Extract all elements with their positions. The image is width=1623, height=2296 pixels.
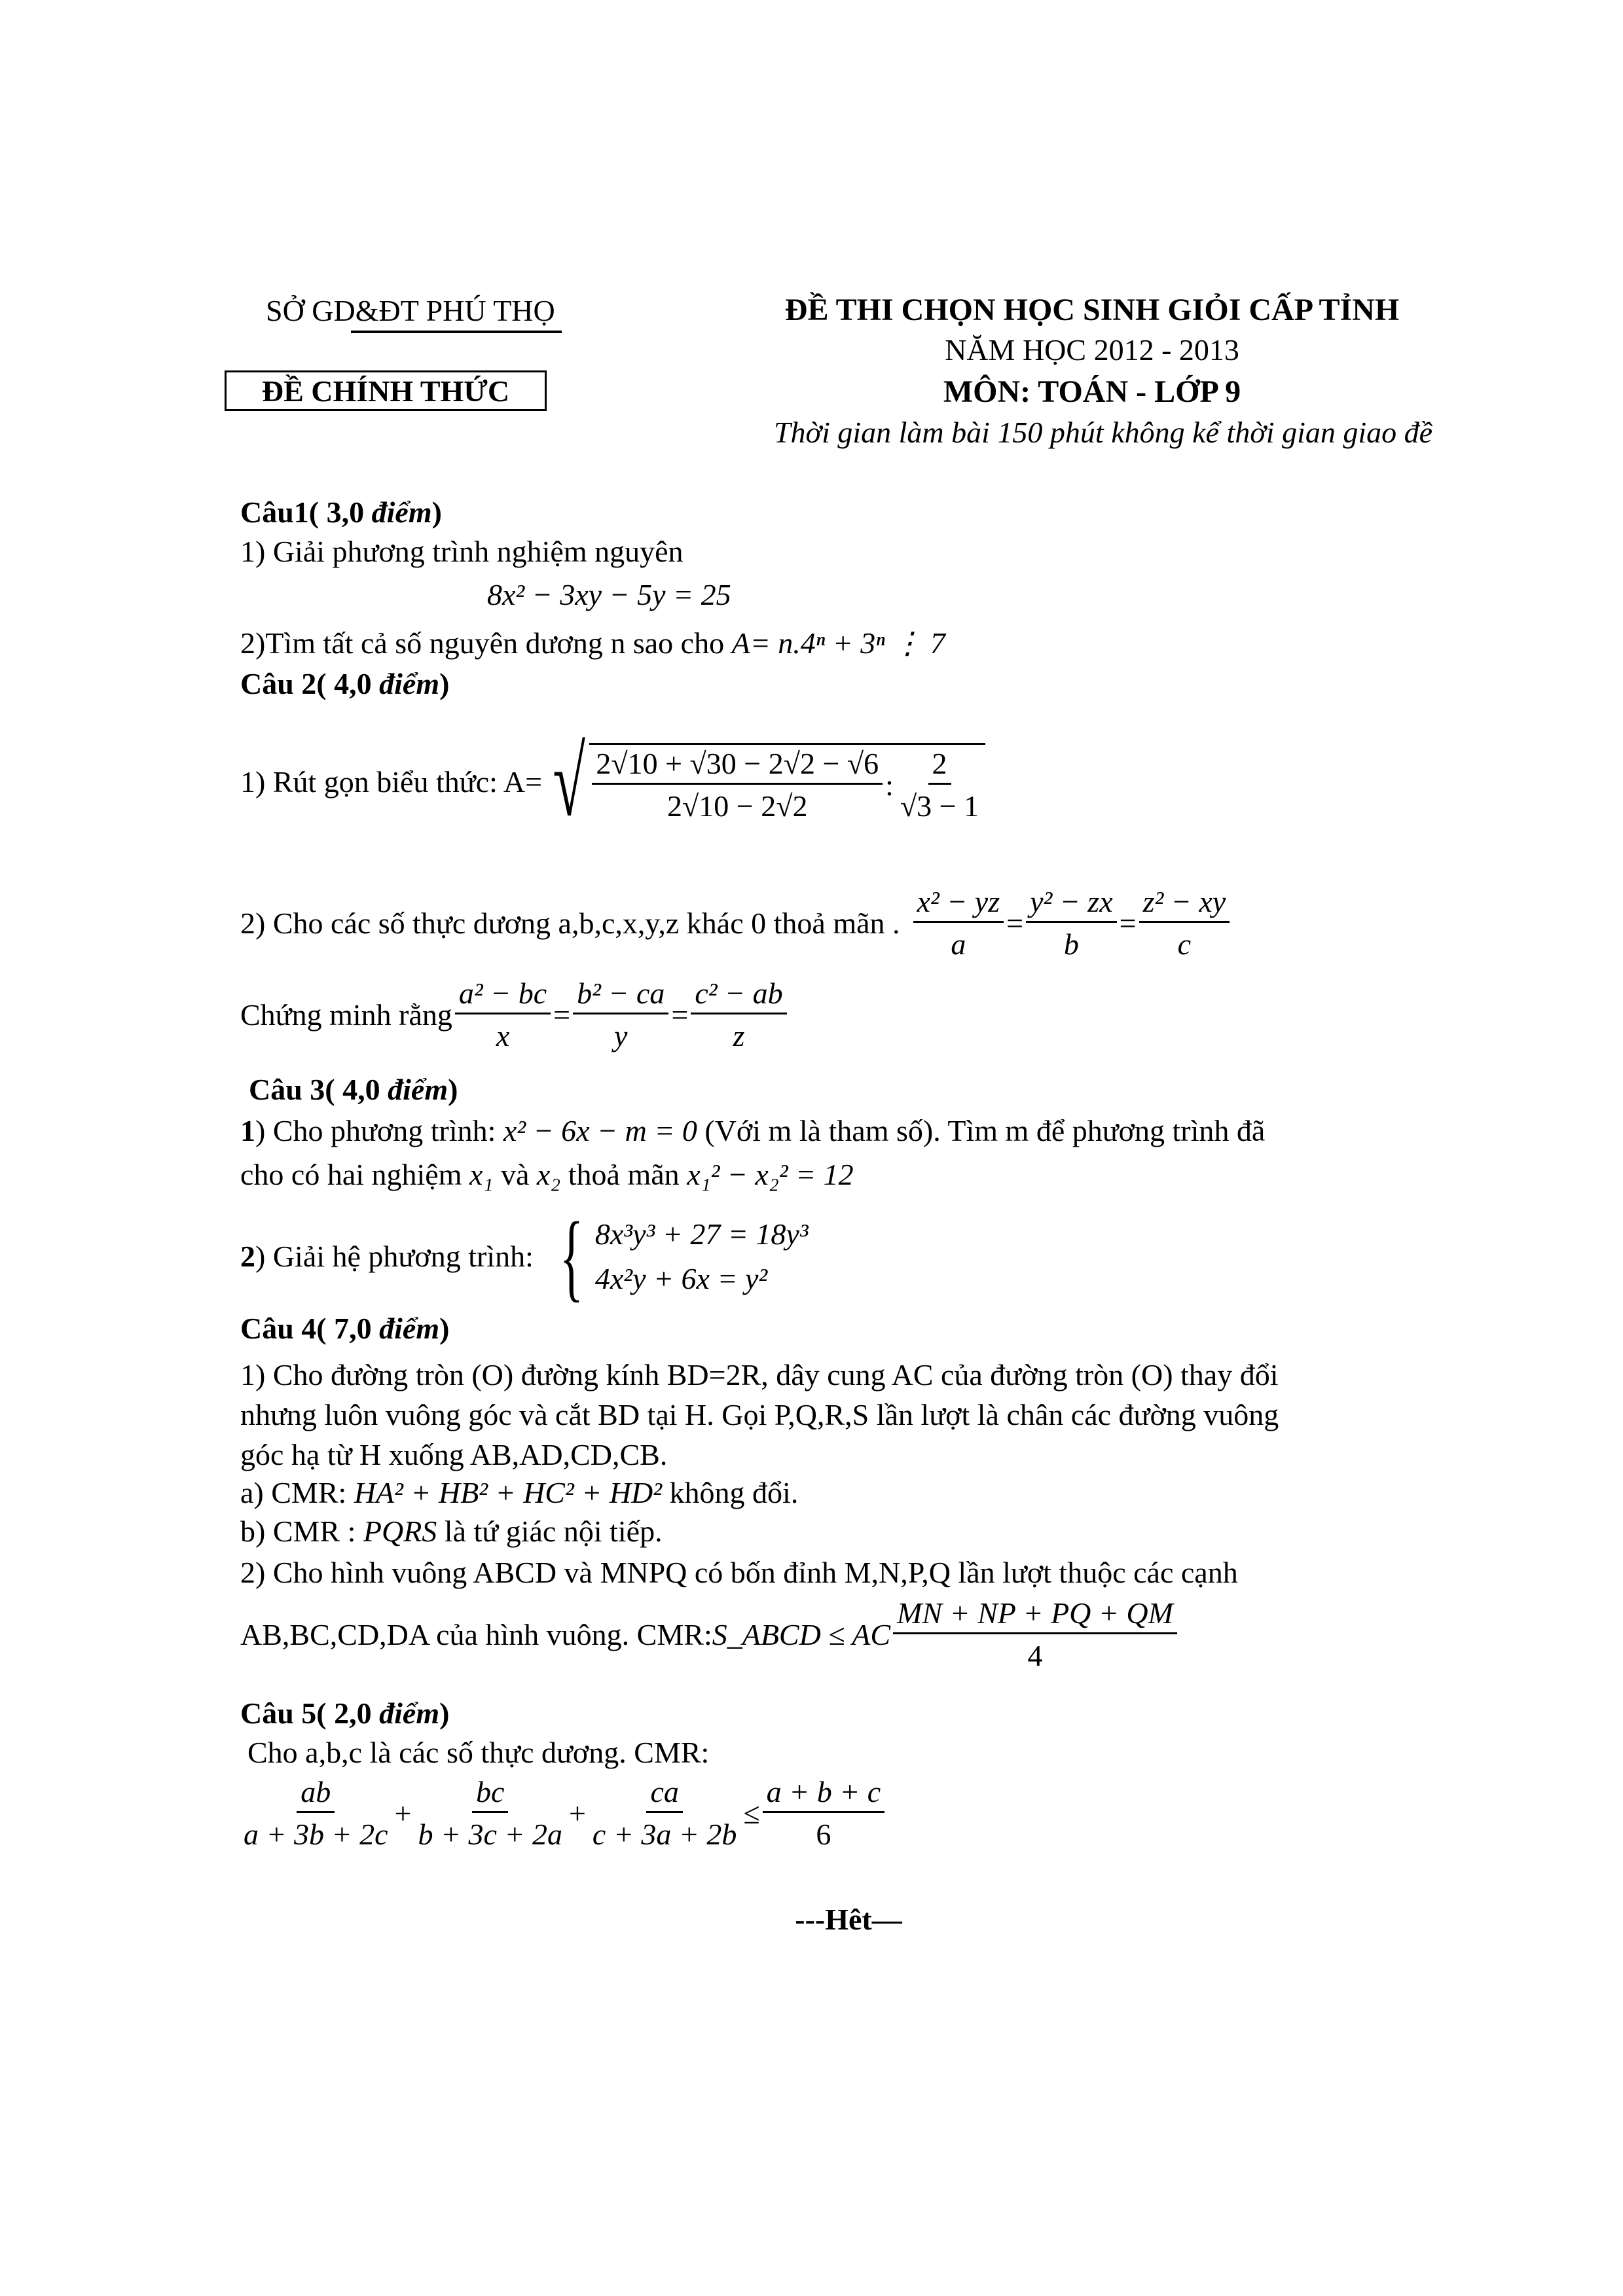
time-note: Thời gian làm bài 150 phút không kể thời gian giao đề xyxy=(773,416,1433,449)
q1-equation: 8x² − 3xy − 5y = 25 xyxy=(487,578,731,611)
q4-part-b: b) CMR : PQRS là tứ giác nội tiếp. xyxy=(240,1515,663,1548)
q1-part2: 2)Tìm tất cả số nguyên dương n sao cho A= n.4ⁿ + 3ⁿ ⋮ 7 xyxy=(240,626,945,660)
q3-part1: 1) Cho phương trình: x² − 6x − m = 0 (Với m là tham số). Tìm m để phương trình đã xyxy=(240,1114,1266,1147)
q2-part3: Chứng minh rằng $\frac{\text{a² − bc}}{x}$ = $\frac{\text{b² − ca}}{y}$ = $\frac{\text{c² − ab}}{z}$ xyxy=(240,978,790,1051)
exam-title: ĐỀ THI CHỌN HỌC SINH GIỎI CẤP TỈNH xyxy=(784,293,1400,327)
square-root: √ $\frac{2√10 + √30 - 2√2 - √6}{2√10 - 2√2}$ : $\frac{2}{√3 - 1}$ xyxy=(542,733,985,831)
q4-line: 1) Cho đường tròn (O) đường kính BD=2R, dây cung AC của đường tròn (O) thay đổi xyxy=(240,1358,1279,1391)
official-exam-badge: ĐỀ CHÍNH THỨC xyxy=(225,370,547,411)
q5-statement: Cho a,b,c là các số thực dương. CMR: xyxy=(247,1736,710,1769)
q5-inequality: $\frac{ab}{a + 3b + 2c}$ + $\frac{bc}{b + 3c + 2a}$ + $\frac{ca}{c + 3a + 2b}$ ≤ $\frac{a + b + c}{6}$ xyxy=(237,1777,887,1850)
q4-part2-cont: AB,BC,CD,DA của hình vuông. CMR: S_ABCD ≤ AC $\frac{MN + NP + PQ + QM}{4}$ xyxy=(240,1598,1180,1671)
school-year: NĂM HỌC 2012 - 2013 xyxy=(945,333,1239,367)
q4-part-a: a) CMR: HA² + HB² + HC² + HD² không đổi. xyxy=(240,1476,799,1509)
department-underline xyxy=(351,331,562,333)
q2-part1: 1) Rút gọn biểu thức: A= √ $\frac{2√10 + √30 - 2√2 - √6}{2√10 - 2√2}$ : $\frac{2}{√3 - 1}$ xyxy=(240,733,985,831)
q2-part2: 2) Cho các số thực dương a,b,c,x,y,z khác 0 thoả mãn . $\frac{\text{x² − yz}}{a}$ = $\frac{\text{y² − zx}}{b}$ = $\frac{\text{z² − xy}}{c}$ xyxy=(240,887,1232,960)
end-marker: ---Hêt— xyxy=(795,1903,902,1936)
question-3-title: Câu 3( 4,0 điểm) xyxy=(249,1073,458,1106)
q3-part1-cont: cho có hai nghiệm x₁ và x₂ thoả mãn x₁² − x₂² = 12 xyxy=(240,1158,854,1191)
q3-part2: 2 ) Giải hệ phương trình: { 8x³y³ + 27 = 18y³ 4x²y + 6x = y² xyxy=(240,1202,809,1311)
question-1-title: Câu1( 3,0 điểm) xyxy=(240,495,442,529)
q1-part1: 1) Giải phương trình nghiệm nguyên xyxy=(240,535,684,568)
subject: MÔN: TOÁN - LỚP 9 xyxy=(943,374,1241,409)
question-5-title: Câu 5( 2,0 điểm) xyxy=(240,1696,450,1730)
q4-line: nhưng luôn vuông góc và cắt BD tại H. Gọi P,Q,R,S lần lượt là chân các đường vuông xyxy=(240,1398,1279,1431)
q4-line: góc hạ từ H xuống AB,AD,CD,CB. xyxy=(240,1438,668,1471)
question-4-title: Câu 4( 7,0 điểm) xyxy=(240,1312,450,1345)
question-2-title: Câu 2( 4,0 điểm) xyxy=(240,667,450,700)
q4-part2: 2) Cho hình vuông ABCD và MNPQ có bốn đỉnh M,N,P,Q lần lượt thuộc các cạnh xyxy=(240,1556,1238,1589)
equation-system: { 8x³y³ + 27 = 18y³ 4x²y + 6x = y² xyxy=(559,1202,809,1311)
department-name: SỞ GD&ĐT PHÚ THỌ xyxy=(266,294,555,327)
